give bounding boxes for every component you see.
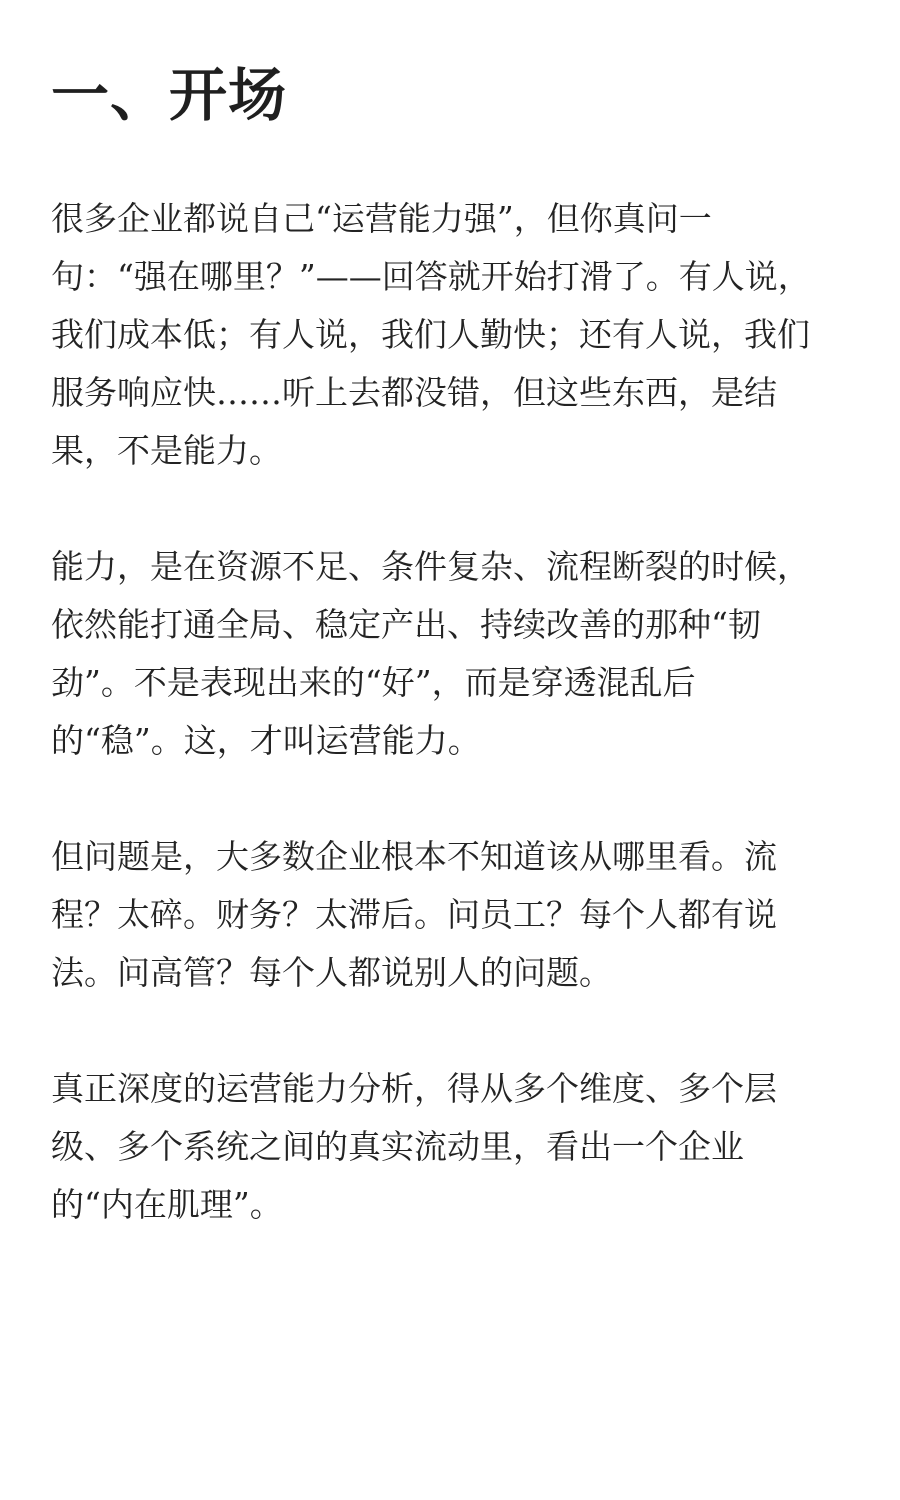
text-line: 依然能打通全局、稳定产出、持续改善的那种“韧	[51, 605, 761, 644]
text-line: 果，不是能力。	[51, 431, 282, 470]
article	[51, 52, 841, 1234]
text-line: 能力，是在资源不足、条件复杂、流程断裂的时候，	[51, 547, 810, 586]
text-line: 我们成本低；有人说，我们人勤快；还有人说，我们	[51, 315, 810, 354]
text-line: 级、多个系统之间的真实流动里，看出一个企业	[51, 1127, 744, 1166]
text-line: 劲”。不是表现出来的“好”，而是穿透混乱后	[51, 663, 696, 702]
paragraph-3	[51, 828, 841, 1002]
paragraph-1	[51, 190, 841, 480]
text-line: 的“稳”。这，才叫运营能力。	[51, 721, 481, 760]
paragraph-4	[51, 1060, 841, 1234]
text-line: 服务响应快……听上去都没错，但这些东西，是结	[51, 373, 777, 412]
section-heading: 一、开场	[51, 61, 288, 129]
text-line: 很多企业都说自己“运营能力强”，但你真问一	[51, 199, 712, 238]
text-line: 程？太碎。财务？太滞后。问员工？每个人都有说	[51, 895, 777, 934]
text-line: 但问题是，大多数企业根本不知道该从哪里看。流	[51, 837, 777, 876]
text-line: 句：“强在哪里？”——回答就开始打滑了。有人说，	[51, 257, 811, 296]
text-line: 法。问高管？每个人都说别人的问题。	[51, 953, 612, 992]
text-line: 真正深度的运营能力分析，得从多个维度、多个层	[51, 1069, 777, 1108]
text-line: 的“内在肌理”。	[51, 1185, 283, 1224]
paragraph-2	[51, 538, 841, 770]
